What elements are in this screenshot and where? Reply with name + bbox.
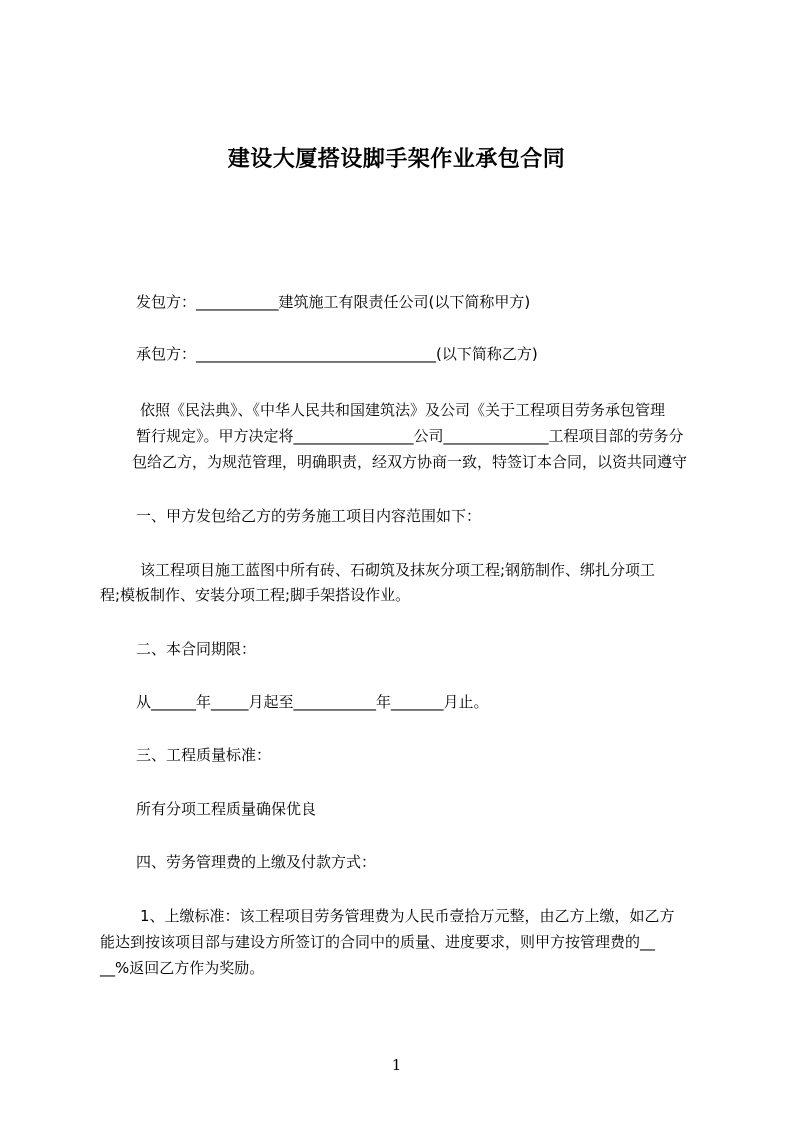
section-4-heading: 四、劳务管理费的上缴及付款方式： (136, 853, 377, 871)
intro-line-3: 包给乙方，为规范管理，明确职责，经双方协商一致，特签订本合同，以资共同遵守 (132, 453, 688, 471)
section-4-body-line-3: __%返回乙方作为奖励。 (100, 959, 265, 977)
intro-line-1: 依照《民法典》、《中华人民共和国建筑法》及公司《关于工程项目劳务承包管理 (140, 401, 666, 419)
party-a-line: 发包方：___________建筑施工有限责任公司(以下简称甲方) (136, 293, 531, 311)
section-2-heading: 二、本合同期限： (136, 640, 257, 658)
intro-line-2: 暂行规定》。甲方决定将________________公司______________工程项目部的劳务分 (136, 427, 684, 445)
section-3-heading: 三、工程质量标准： (136, 746, 272, 764)
section-1-heading: 一、甲方发包给乙方的劳务施工项目内容范围如下： (136, 507, 482, 525)
section-4-body-line-2: 能达到按该项目部与建设方所签订的合同中的质量、进度要求，则甲方按管理费的__ (100, 933, 656, 951)
party-b-line: 承包方：________________________________(以下简称乙方) (136, 345, 538, 363)
page-number: 1 (391, 1056, 402, 1074)
section-1-body-line-1: 该工程项目施工蓝图中所有砖、石砌筑及抹灰分项工程;钢筋制作、绑扎分项工 (140, 561, 656, 579)
document-title: 建设大厦搭设脚手架作业承包合同 (227, 147, 566, 172)
section-4-body-line-1: 1、上缴标准：该工程项目劳务管理费为人民币壹拾万元整，由乙方上缴，如乙方 (140, 907, 675, 925)
section-3-body: 所有分项工程质量确保优良 (136, 800, 317, 818)
section-2-body: 从______年_____月起至___________年_______月止。 (136, 693, 489, 711)
section-1-body-line-2: 程;模板制作、安装分项工程;脚手架搭设作业。 (100, 586, 411, 604)
